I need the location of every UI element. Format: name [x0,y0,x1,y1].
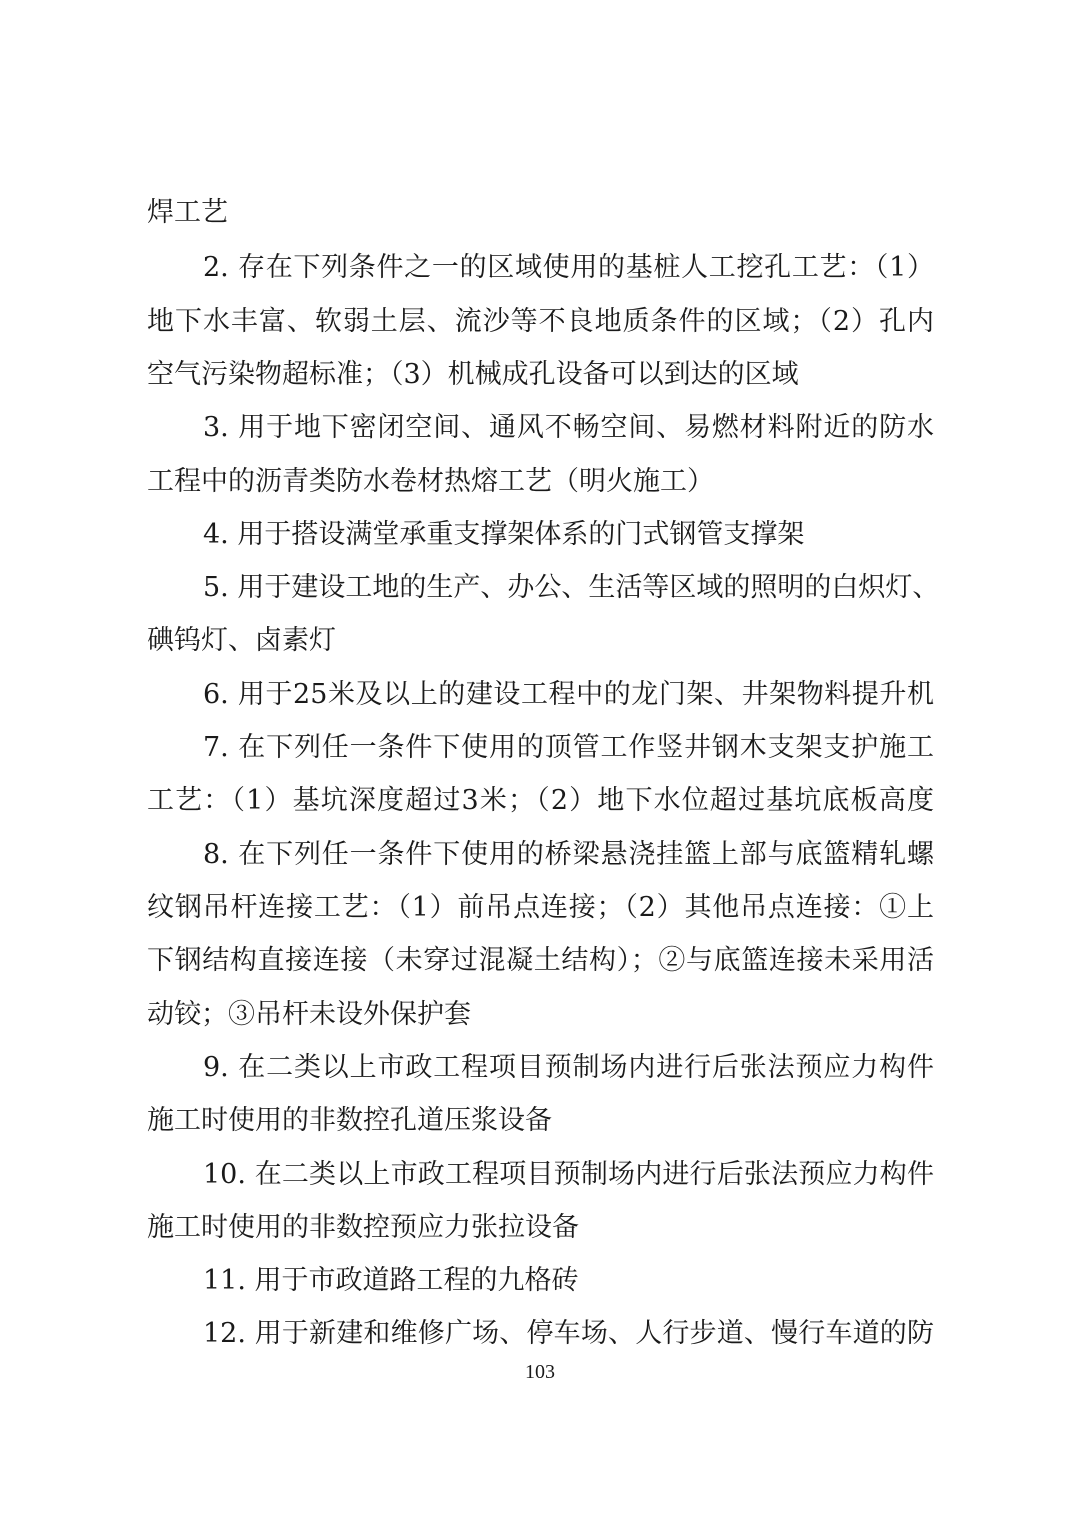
page-number: 103 [525,1361,555,1383]
list-item-3-line-1: 3. 用于地下密闭空间、通风不畅空间、易燃材料附近的防水 [203,412,934,443]
list-item-8-line-4: 动铰；③吊杆未设外保护套 [147,999,471,1030]
list-item-9-line-2: 施工时使用的非数控孔道压浆设备 [147,1105,552,1136]
list-item-2-line-3: 空气污染物超标准；（3）机械成孔设备可以到达的区域 [147,359,799,390]
list-item-5-line-1: 5. 用于建设工地的生产、办公、生活等区域的照明的白炽灯、 [203,572,940,603]
list-item-9-line-1: 9. 在二类以上市政工程项目预制场内进行后张法预应力构件 [203,1052,934,1083]
list-item-3-line-2: 工程中的沥青类防水卷材热熔工艺（明火施工） [147,466,714,497]
list-item-8-line-2: 纹钢吊杆连接工艺：（1）前吊点连接；（2）其他吊点连接：①上 [147,892,934,923]
list-item-5-line-2: 碘钨灯、卤素灯 [147,625,336,656]
list-item-10-line-2: 施工时使用的非数控预应力张拉设备 [147,1212,579,1243]
list-item-6: 6. 用于25米及以上的建设工程中的龙门架、井架物料提升机 [203,679,934,710]
list-item-7-line-1: 7. 在下列任一条件下使用的顶管工作竖井钢木支架支护施工 [203,732,934,763]
list-item-2-line-1: 2. 存在下列条件之一的区域使用的基桩人工挖孔工艺：（1） [203,252,934,283]
list-item-4: 4. 用于搭设满堂承重支撑架体系的门式钢管支撑架 [203,519,805,550]
list-item-10-line-1: 10. 在二类以上市政工程项目预制场内进行后张法预应力构件 [203,1159,934,1190]
list-item-7-line-2: 工艺：（1）基坑深度超过3米；（2）地下水位超过基坑底板高度 [147,785,934,816]
list-item-8-line-1: 8. 在下列任一条件下使用的桥梁悬浇挂篮上部与底篮精轧螺 [203,839,934,870]
list-item-12-line-1: 12. 用于新建和维修广场、停车场、人行步道、慢行车道的防 [203,1318,934,1349]
text-line: 焊工艺 [147,197,228,228]
list-item-8-line-3: 下钢结构直接连接（未穿过混凝土结构）；②与底篮连接未采用活 [147,945,934,976]
list-item-11: 11. 用于市政道路工程的九格砖 [203,1265,579,1296]
list-item-2-line-2: 地下水丰富、软弱土层、流沙等不良地质条件的区域；（2）孔内 [147,306,934,337]
